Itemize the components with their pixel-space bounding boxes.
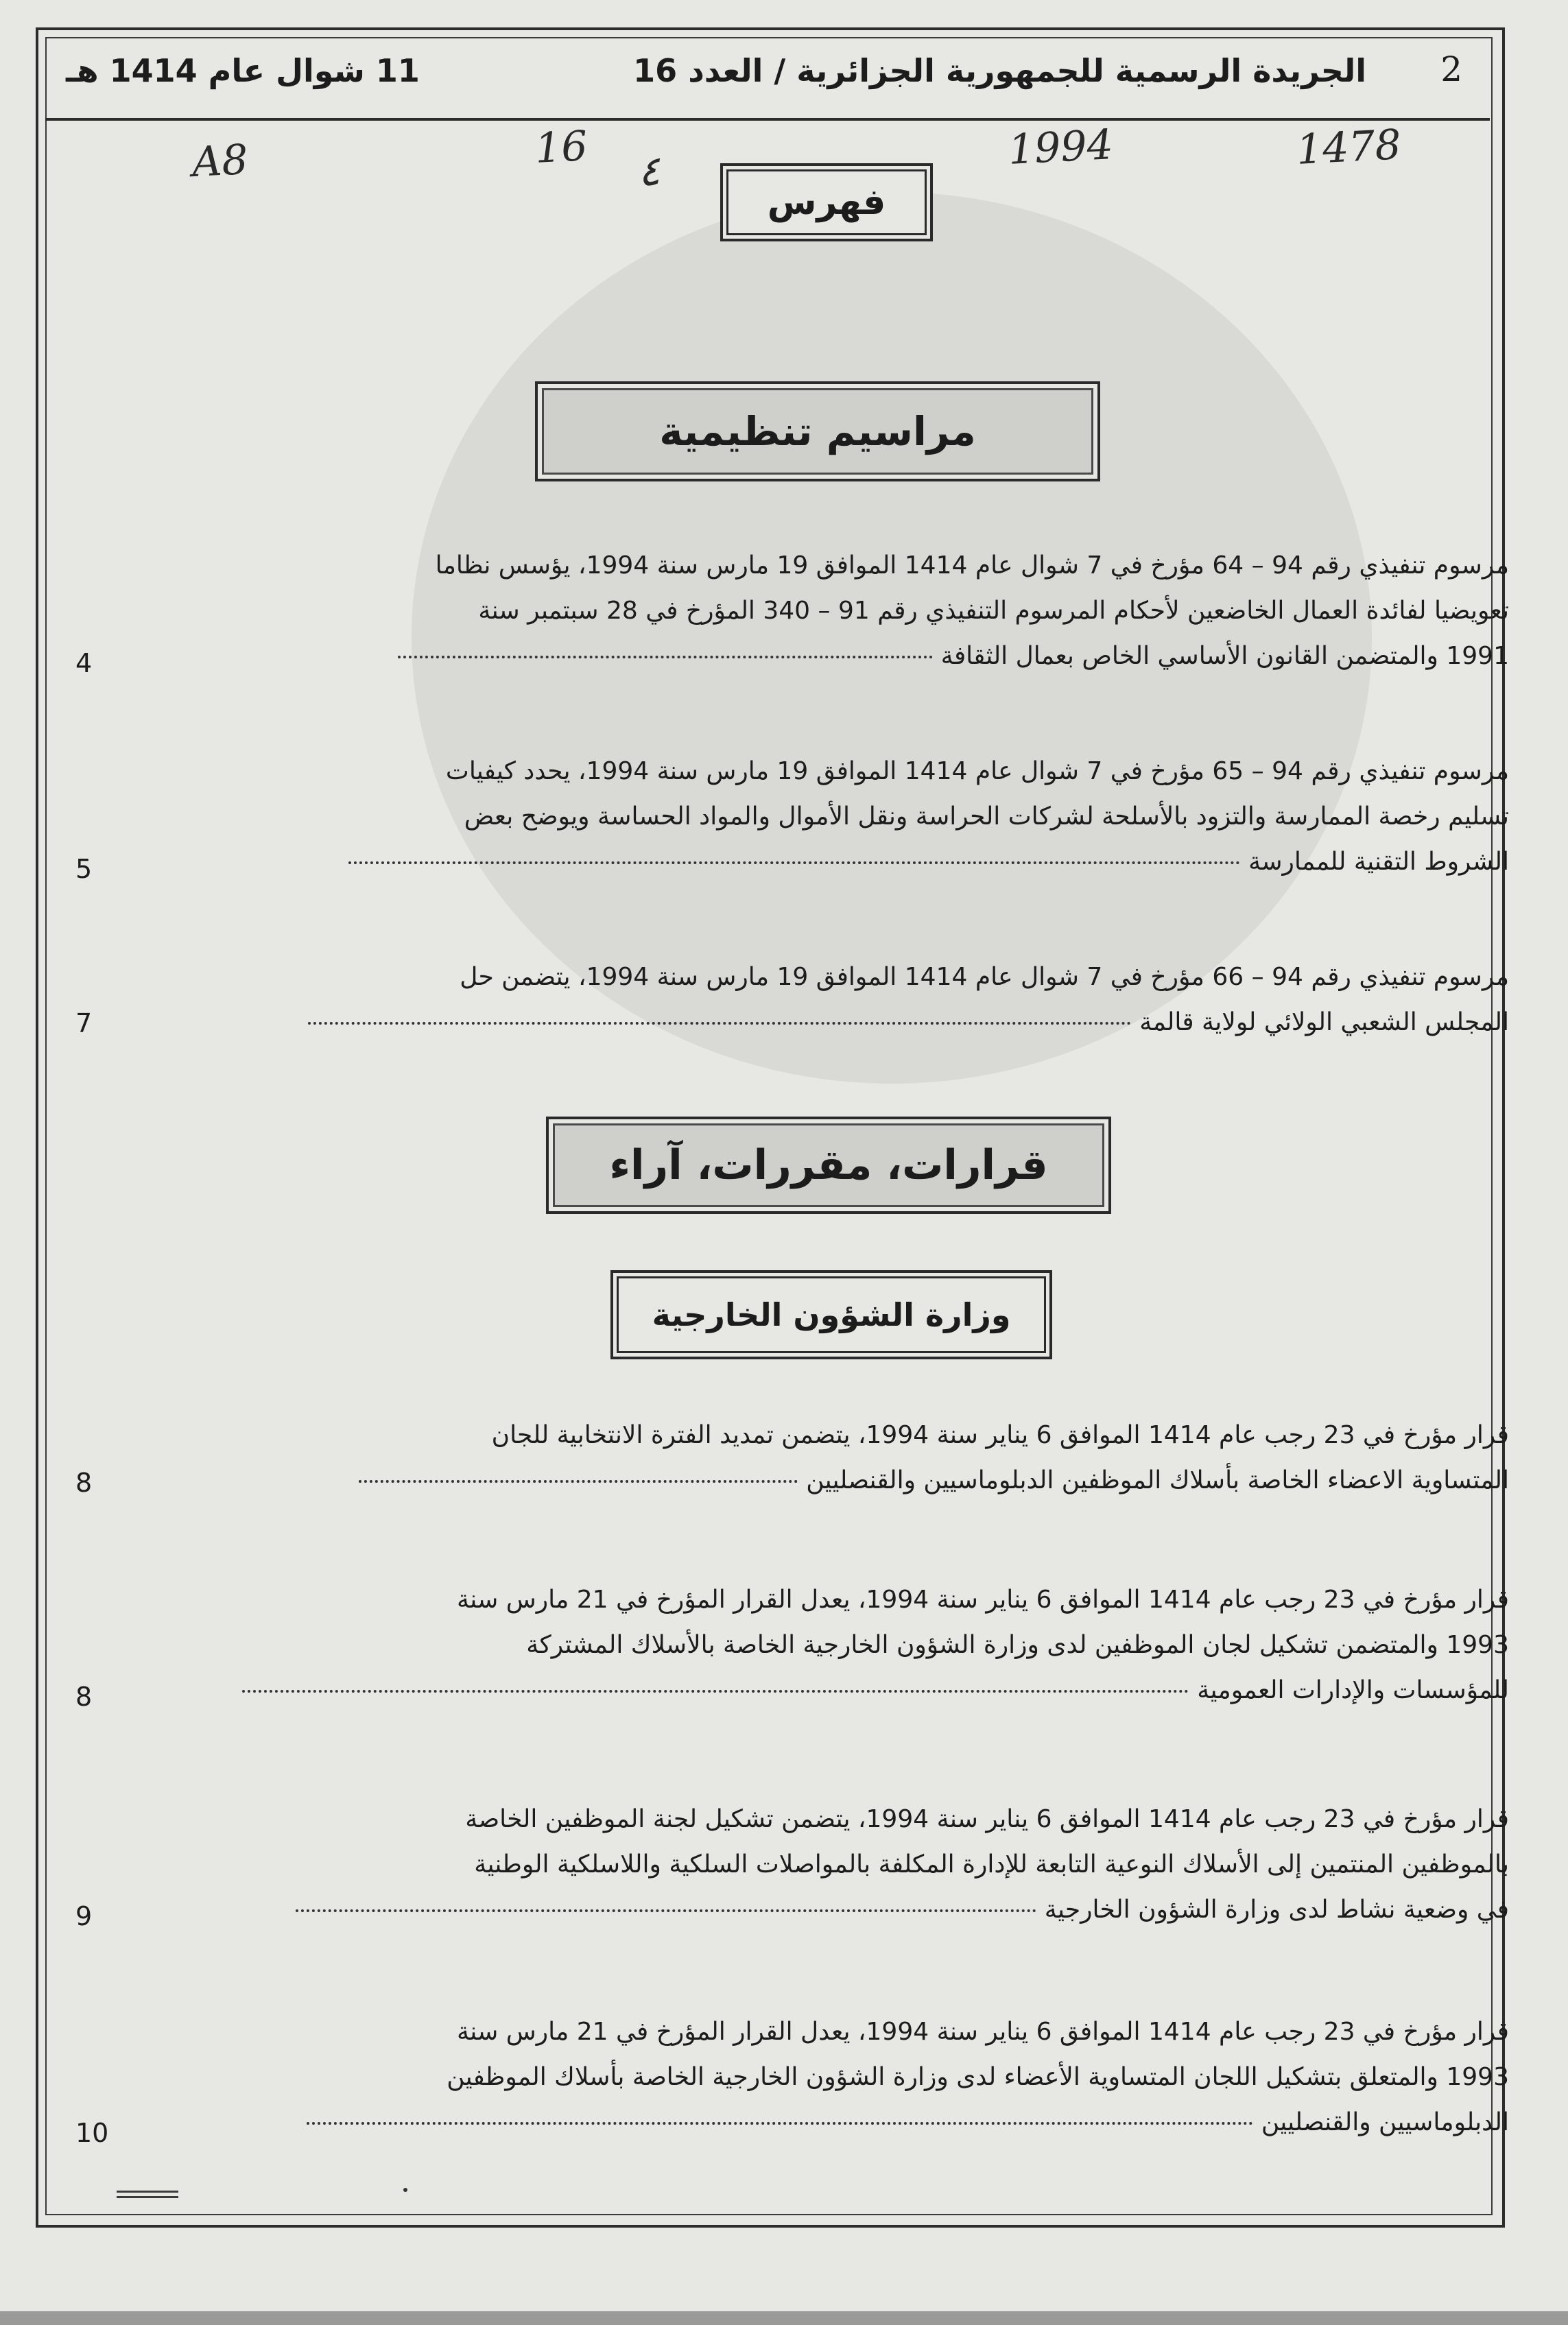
entry-line: قرار مؤرخ في 23 رجب عام 1414 الموافق 6 يناير سنة 1994، يعدل القرار المؤرخ في 21 مارس سنة bbox=[456, 2018, 1509, 2046]
handwritten-note: 16 bbox=[534, 122, 589, 173]
list-item bbox=[165, 2010, 1509, 2145]
list-item bbox=[165, 543, 1509, 679]
page-number: 2 bbox=[1440, 49, 1462, 89]
handwritten-note: A8 bbox=[191, 135, 250, 187]
entry-line: مرسوم تنفيذي رقم 94 – 66 مؤرخ في 7 شوال عام 1414 الموافق 19 مارس سنة 1994، يتضمن حل bbox=[460, 963, 1509, 991]
handwritten-note: ٤ bbox=[637, 147, 662, 196]
issue-date: 11 شوال عام 1414 هـ bbox=[66, 52, 420, 89]
scan-edge bbox=[0, 2311, 1568, 2325]
entry-line: قرار مؤرخ في 23 رجب عام 1414 الموافق 6 يناير سنة 1994، يتضمن تمديد الفترة الانتخابية للجان bbox=[491, 1421, 1509, 1449]
entry-last-line: الدبلوماسيين والقنصليين bbox=[165, 2100, 1509, 2145]
page-ref: 5 bbox=[75, 854, 93, 884]
bottom-dot bbox=[403, 2188, 407, 2192]
entry-line: مرسوم تنفيذي رقم 94 – 64 مؤرخ في 7 شوال عام 1414 الموافق 19 مارس سنة 1994، يؤسس نظاما bbox=[435, 551, 1509, 580]
page-ref: 8 bbox=[75, 1468, 93, 1498]
entry-last-line: المجلس الشعبي الولائي لولاية قالمة bbox=[165, 1000, 1509, 1045]
page-ref: 10 bbox=[75, 2118, 109, 2148]
leader-dots bbox=[308, 1022, 1131, 1025]
page-ref: 4 bbox=[75, 648, 93, 678]
page-ref: 8 bbox=[75, 1682, 93, 1712]
list-item bbox=[165, 749, 1509, 885]
leader-dots bbox=[348, 861, 1240, 864]
bottom-rule bbox=[117, 2191, 178, 2193]
entry-line: بالموظفين المنتمين إلى الأسلاك النوعية التابعة للإدارة المكلفة بالمواصلات السلكية واللاسلكية الوطنية bbox=[474, 1850, 1509, 1879]
entry-line: 1993 والمتضمن تشكيل لجان الموظفين لدى وزارة الشؤون الخارجية الخاصة بالأسلاك المشتركة bbox=[526, 1631, 1509, 1659]
entry-last-line: في وضعية نشاط لدى وزارة الشؤون الخارجية bbox=[165, 1887, 1509, 1933]
entry-last-line: الشروط التقنية للممارسة bbox=[165, 839, 1509, 885]
bottom-rule bbox=[117, 2196, 178, 2198]
gazette-title: الجريدة الرسمية للجمهورية الجزائرية / العدد 16 bbox=[633, 52, 1366, 89]
entry-line: تسليم رخصة الممارسة والتزود بالأسلحة لشركات الحراسة ونقل الأموال والمواد الحساسة ويوضح بعض bbox=[464, 802, 1509, 831]
entry-line: قرار مؤرخ في 23 رجب عام 1414 الموافق 6 يناير سنة 1994، يتضمن تشكيل لجنة الموظفين الخاصة bbox=[465, 1805, 1509, 1833]
leader-dots bbox=[242, 1690, 1189, 1693]
index-title: فهرس bbox=[720, 163, 933, 241]
page-header bbox=[45, 37, 1490, 121]
entry-last-line: 1991 والمتضمن القانون الأساسي الخاص بعمال الثقافة bbox=[165, 634, 1509, 679]
leader-dots bbox=[296, 1909, 1036, 1912]
list-item bbox=[165, 1413, 1509, 1503]
section-title-ministry: وزارة الشؤون الخارجية bbox=[610, 1270, 1052, 1359]
entry-line: قرار مؤرخ في 23 رجب عام 1414 الموافق 6 يناير سنة 1994، يعدل القرار المؤرخ في 21 مارس سنة bbox=[456, 1586, 1509, 1614]
leader-dots bbox=[359, 1480, 798, 1483]
entry-last-line: للمؤسسات والإدارات العمومية bbox=[165, 1668, 1509, 1713]
leader-dots bbox=[307, 2122, 1253, 2125]
list-item bbox=[165, 955, 1509, 1045]
handwritten-note: 1478 bbox=[1295, 121, 1403, 174]
handwritten-note: 1994 bbox=[1007, 121, 1115, 174]
entry-line: مرسوم تنفيذي رقم 94 – 65 مؤرخ في 7 شوال عام 1414 الموافق 19 مارس سنة 1994، يحدد كيفيات bbox=[445, 757, 1509, 785]
page-ref: 7 bbox=[75, 1008, 93, 1038]
list-item bbox=[165, 1797, 1509, 1933]
leader-dots bbox=[398, 656, 933, 658]
page-ref: 9 bbox=[75, 1901, 93, 1931]
section-title-decisions: قرارات، مقررات، آراء bbox=[546, 1117, 1111, 1214]
entry-line: 1993 والمتعلق بتشكيل اللجان المتساوية الأعضاء لدى وزارة الشؤون الخارجية الخاصة بأسلاك الموظفين bbox=[447, 2063, 1509, 2091]
entry-last-line: المتساوية الاعضاء الخاصة بأسلاك الموظفين الدبلوماسيين والقنصليين bbox=[165, 1458, 1509, 1503]
list-item bbox=[165, 1577, 1509, 1713]
section-title-decrees: مراسيم تنظيمية bbox=[535, 381, 1100, 481]
entry-line: تعويضيا لفائدة العمال الخاضعين لأحكام المرسوم التنفيذي رقم 91 – 340 المؤرخ في 28 سبتمبر سنة bbox=[478, 597, 1509, 625]
